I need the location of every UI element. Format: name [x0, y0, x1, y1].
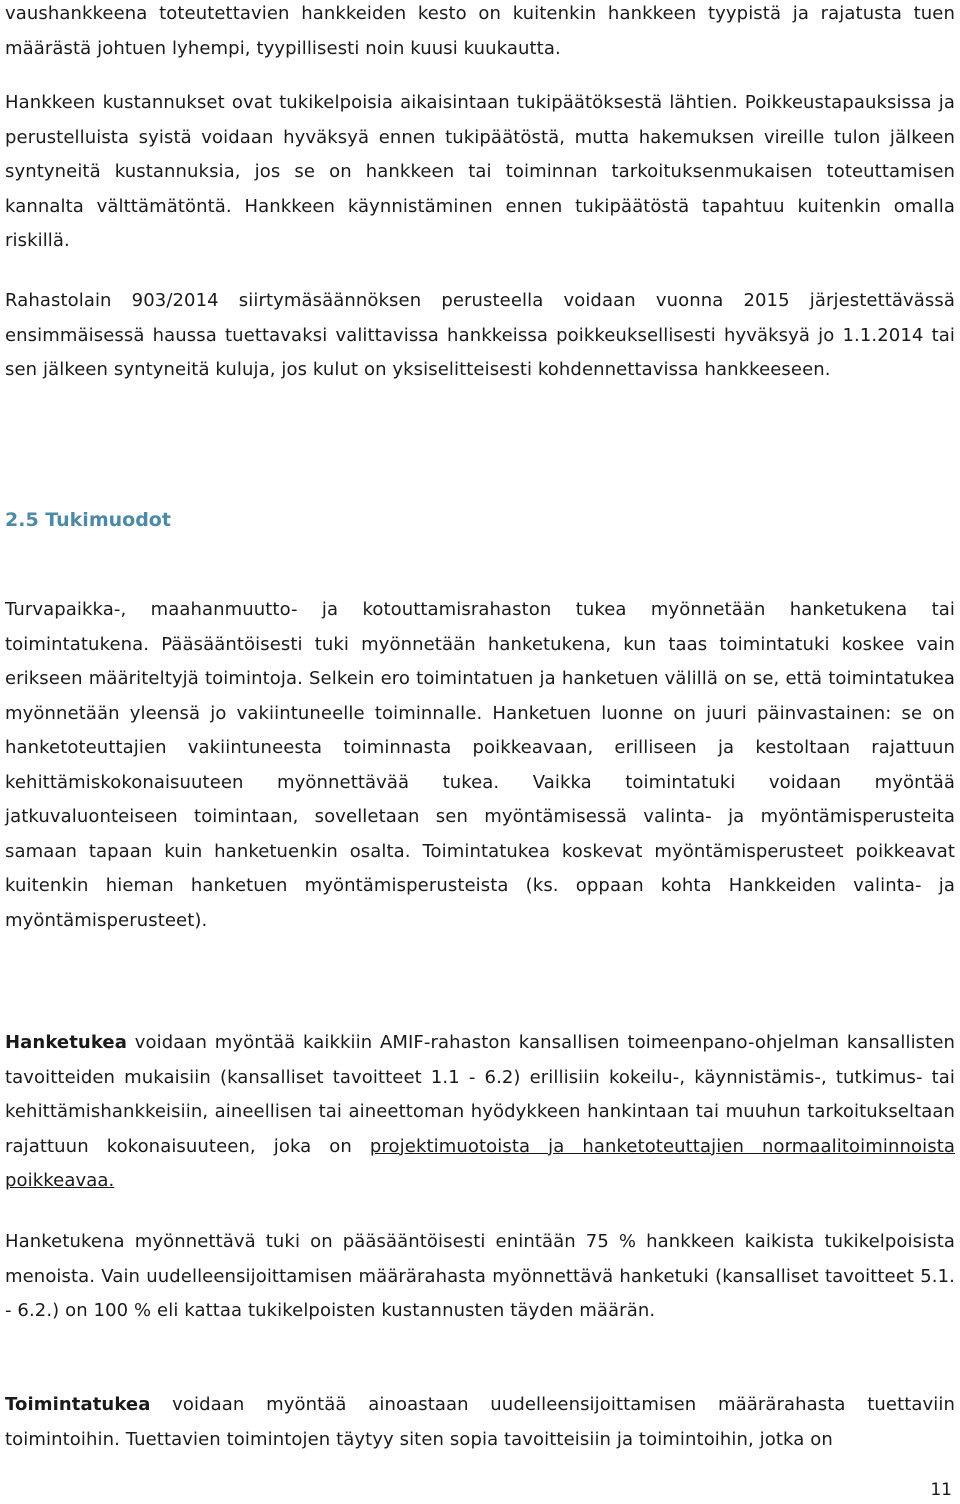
- document-page: [5, 0, 955, 1504]
- section-heading: 2.5 Tukimuodot: [5, 509, 171, 531]
- term-operating-support: Toimintatukea: [5, 1394, 151, 1415]
- page-number: 11: [930, 1480, 952, 1500]
- paragraph-operating-support: [5, 1388, 955, 1457]
- paragraph-operating-support-body: voidaan myöntää ainoastaan uudelleensijoittamisen määrärahasta tuettaviin toimintoihin. Tuettavien toimintojen täytyy siten sopia tavoitteisiin ja toimintoihin, jotka on: [5, 1394, 955, 1450]
- paragraph-project-support-body: voidaan myöntää kaikkiin AMIF-rahaston kansallisen toimeenpano-ohjelman kansallisten tavoitteiden mukaisiin (kansalliset tavoitteet 1.1 - 6.2) erillisiin kokeilu-, käynnistämis-, tutkimus- tai kehittämishankkeisiin, aineellisen tai aineettoman hyödykkeen hankintaan tai muuhun tarkoitukseltaan rajattuun kokonaisuuteen, joka on: [5, 1032, 955, 1157]
- paragraph-support-forms: Turvapaikka-, maahanmuutto- ja kotouttamisrahaston tukea myönnetään hanketukena tai toimintatukena. Pääsääntöisesti tuki myönnetään hanketukena, kun taas toimintatuki koskee vain erikseen määriteltyjä toimintoja. Selkein ero toimintatuen ja hanketuen välillä on se, että toimintatukea myönnetään yleensä jo vakiintuneelle toiminnalle. Hanketuen luonne on juuri päinvastainen: se on hanketoteuttajien vakiintuneesta toiminnasta poikkeavaan, erilliseen ja kestoltaan rajattuun kehittämiskokonaisuuteen myönnettävää tukea. Vaikka toimintatuki voidaan myöntää jatkuvaluonteiseen toimintaan, sovelletaan sen myöntämisessä valinta- ja myöntämisperusteita samaan tapaan kuin hanketuenkin osalta. Toimintatukea koskevat myöntämisperusteet poikkeavat kuitenkin hieman hanketuen myöntämisperusteista (ks. oppaan kohta Hankkeiden valinta- ja myöntämisperusteet).: [5, 599, 955, 931]
- paragraph-support-rate: Hanketukena myönnettävä tuki on pääsääntöisesti enintään 75 % hankkeen kaikista tukikelpoisista menoista. Vain uudelleensijoittamisen määrärahasta myönnettävä hanketuki (kansalliset tavoitteet 5.1. - 6.2.) on 100 % eli kattaa tukikelpoisten kustannusten täyden määrän.: [5, 1231, 955, 1321]
- paragraph-eligible-costs: Hankkeen kustannukset ovat tukikelpoisia aikaisintaan tukipäätöksestä lähtien. Poikkeustapauksissa ja perustelluista syistä voidaan hyväksyä ennen tukipäätöstä, mutta hakemuksen vireille tulon jälkeen syntyneitä kustannuksia, jos se on hankkeen tai toiminnan tarkoituksenmukaisen toteuttamisen kannalta välttämätöntä. Hankkeen käynnistäminen ennen tukipäätöstä tapahtuu kuitenkin omalla riskillä.: [5, 92, 955, 251]
- paragraph-project-duration: vaushankkeena toteutettavien hankkeiden kesto on kuitenkin hankkeen tyypistä ja rajatusta tuen määrästä johtuen lyhempi, tyypillisesti noin kuusi kuukautta.: [5, 3, 955, 59]
- underlined-text: projektimuotoista ja hanketoteuttajien normaalitoiminnoista poikkeavaa.: [5, 1135, 955, 1191]
- term-project-support: Hanketukea: [5, 1032, 127, 1053]
- paragraph-transition-provision: Rahastolain 903/2014 siirtymäsäännöksen perusteella voidaan vuonna 2015 järjestettävässä ensimmäisessä haussa tuettavaksi valittavissa hankkeissa poikkeuksellisesti hyväksyä jo 1.1.2014 tai sen jälkeen syntyneitä kuluja, jos kulut on yksiselitteisesti kohdennettavissa hankkeeseen.: [5, 290, 955, 380]
- paragraph-project-support: [5, 1026, 955, 1199]
